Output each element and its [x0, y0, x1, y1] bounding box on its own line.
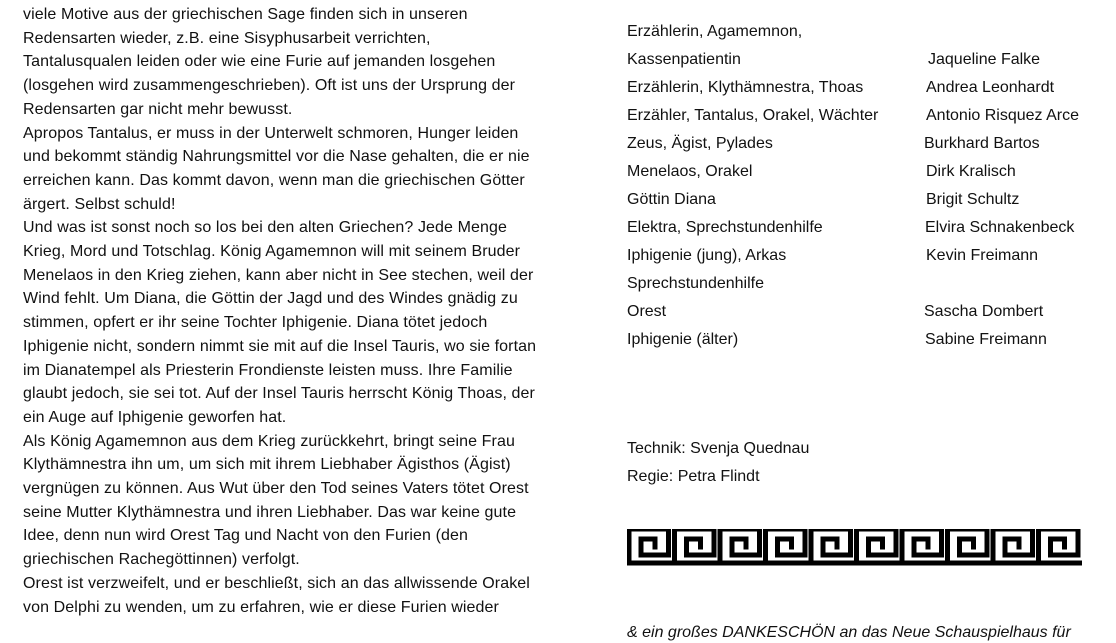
story-line: von Delphi zu wenden, um zu erfahren, wie er diese Furien wieder	[23, 598, 499, 616]
story-line: Redensarten gar nicht mehr bewusst.	[23, 100, 293, 118]
meander-segment	[902, 529, 942, 563]
cast-row	[627, 132, 1097, 156]
cast-actor: Jaqueline Falke	[928, 51, 1041, 68]
credit-technik: Technik: Svenja Quednau	[627, 440, 810, 457]
cast-role: Kassenpatientin	[627, 51, 741, 68]
meander-segment	[811, 529, 851, 563]
cast-role: Zeus, Ägist, Pylades	[627, 135, 773, 152]
story-line: glaubt jedoch, sie sei tot. Auf der Insel Tauris herrscht König Thoas, der	[23, 385, 535, 403]
story-line: griechischen Rachegöttinnen) verfolgt.	[23, 551, 300, 569]
story-line: ärgert. Selbst schuld!	[23, 195, 176, 213]
story-line: Idee, denn nun wird Orest Tag und Nacht von den Furien (den	[23, 527, 468, 545]
story-line: Iphigenie nicht, sondern nimmt sie mit auf die Insel Tauris, wo sie fortan	[23, 337, 537, 355]
meander-segment	[948, 529, 988, 563]
meander-segment	[1039, 529, 1079, 563]
cast-row	[627, 188, 1097, 212]
cast-row	[627, 272, 1097, 296]
story-text	[23, 3, 543, 619]
story-line: seine Mutter Klythämnestra und ihren Liebhaber. Das war keine gute	[23, 503, 517, 521]
cast-role: Iphigenie (älter)	[627, 331, 739, 348]
story-line: Menelaos in den Krieg ziehen, kann aber nicht in See stechen, weil der	[23, 266, 534, 284]
story-line: Tantalusqualen leiden oder wie eine Furie auf jemanden losgehen	[23, 53, 496, 71]
cast-actor: Kevin Freimann	[926, 247, 1039, 264]
cast-role: Göttin Diana	[627, 191, 716, 208]
cast-role: Elektra, Sprechstundenhilfe	[627, 219, 823, 236]
meander-segment	[675, 529, 715, 563]
meander-segment	[993, 529, 1033, 563]
story-line: Als König Agamemnon aus dem Krieg zurückkehrt, bringt seine Frau	[23, 432, 515, 450]
cast-row	[627, 216, 1097, 240]
cast-actor: Dirk Kralisch	[926, 163, 1016, 180]
story-line: Krieg, Mord und Totschlag. König Agamemnon will mit seinem Bruder	[23, 243, 521, 261]
credit-regie: Regie: Petra Flindt	[627, 468, 760, 485]
story-line: vergnügen zu können. Aus Wut über den Tod seines Vaters tötet Orest	[23, 480, 529, 498]
cast-role: Erzählerin, Klythämnestra, Thoas	[627, 79, 864, 96]
meander-segment	[629, 529, 669, 563]
story-line: Klythämnestra ihn um, um sich mit ihrem Liebhaber Ägisthos (Ägist)	[23, 456, 511, 474]
cast-actor: Sabine Freimann	[925, 331, 1047, 348]
cast-role: Iphigenie (jung), Arkas	[627, 247, 787, 264]
story-line: Apropos Tantalus, er muss in der Unterwelt schmoren, Hunger leiden	[23, 124, 519, 142]
cast-row	[627, 160, 1097, 184]
cast-row	[627, 328, 1097, 352]
story-line: Redensarten wieder, z.B. eine Sisyphusarbeit verrichten,	[23, 29, 431, 47]
story-line: viele Motive aus der griechischen Sage finden sich in unseren	[23, 6, 468, 23]
cast-row	[627, 104, 1097, 128]
story-line: ein Auge auf Iphigenie geworfen hat.	[23, 408, 287, 426]
meander-segment	[857, 529, 897, 563]
meander-segment	[766, 529, 806, 563]
cast-row	[627, 244, 1097, 268]
story-line: erreichen kann. Das kommt davon, wenn man die griechischen Götter	[23, 171, 525, 189]
story-line: stimmen, opfert er ihr seine Tochter Iphigenie. Diana tötet jedoch	[23, 314, 488, 332]
cast-row	[627, 20, 1097, 44]
cast-role: Menelaos, Orakel	[627, 163, 753, 180]
story-line: (losgehen wird zusammengeschrieben). Oft ist uns der Ursprung der	[23, 77, 516, 95]
greek-key-ornament	[627, 529, 1082, 584]
story-line: Orest ist verzweifelt, und er beschließt, sich an das allwissende Orakel	[23, 574, 530, 592]
cast-row	[627, 48, 1097, 72]
cast-role: Orest	[627, 303, 667, 320]
meander-segment	[720, 529, 760, 563]
story-line: und bekommt ständig Nahrungsmittel vor die Nase gehalten, die er nie	[23, 148, 530, 166]
story-line: Wind fehlt. Um Diana, die Göttin der Jagd und des Windes gnädig zu	[23, 290, 518, 308]
cast-actor: Andrea Leonhardt	[926, 79, 1055, 96]
cast-actor: Sascha Dombert	[924, 303, 1044, 320]
cast-role: Erzählerin, Agamemnon,	[627, 23, 803, 40]
story-line: Und was ist sonst noch so los bei den alten Griechen? Jede Menge	[23, 219, 508, 237]
cast-row	[627, 76, 1097, 100]
story-line: im Dianatempel als Priesterin Frondienste leisten muss. Ihre Familie	[23, 361, 513, 379]
cast-actor: Brigit Schultz	[926, 191, 1020, 208]
thanks-note: & ein großes DANKESCHÖN an das Neue Schauspielhaus für	[627, 624, 1071, 641]
cast-role: Sprechstundenhilfe	[627, 275, 764, 292]
cast-actor: Elvira Schnakenbeck	[925, 219, 1075, 236]
cast-role: Erzähler, Tantalus, Orakel, Wächter	[627, 107, 879, 124]
cast-row	[627, 300, 1097, 324]
cast-actor: Burkhard Bartos	[924, 135, 1040, 152]
cast-actor: Antonio Risquez Arce	[926, 107, 1079, 124]
